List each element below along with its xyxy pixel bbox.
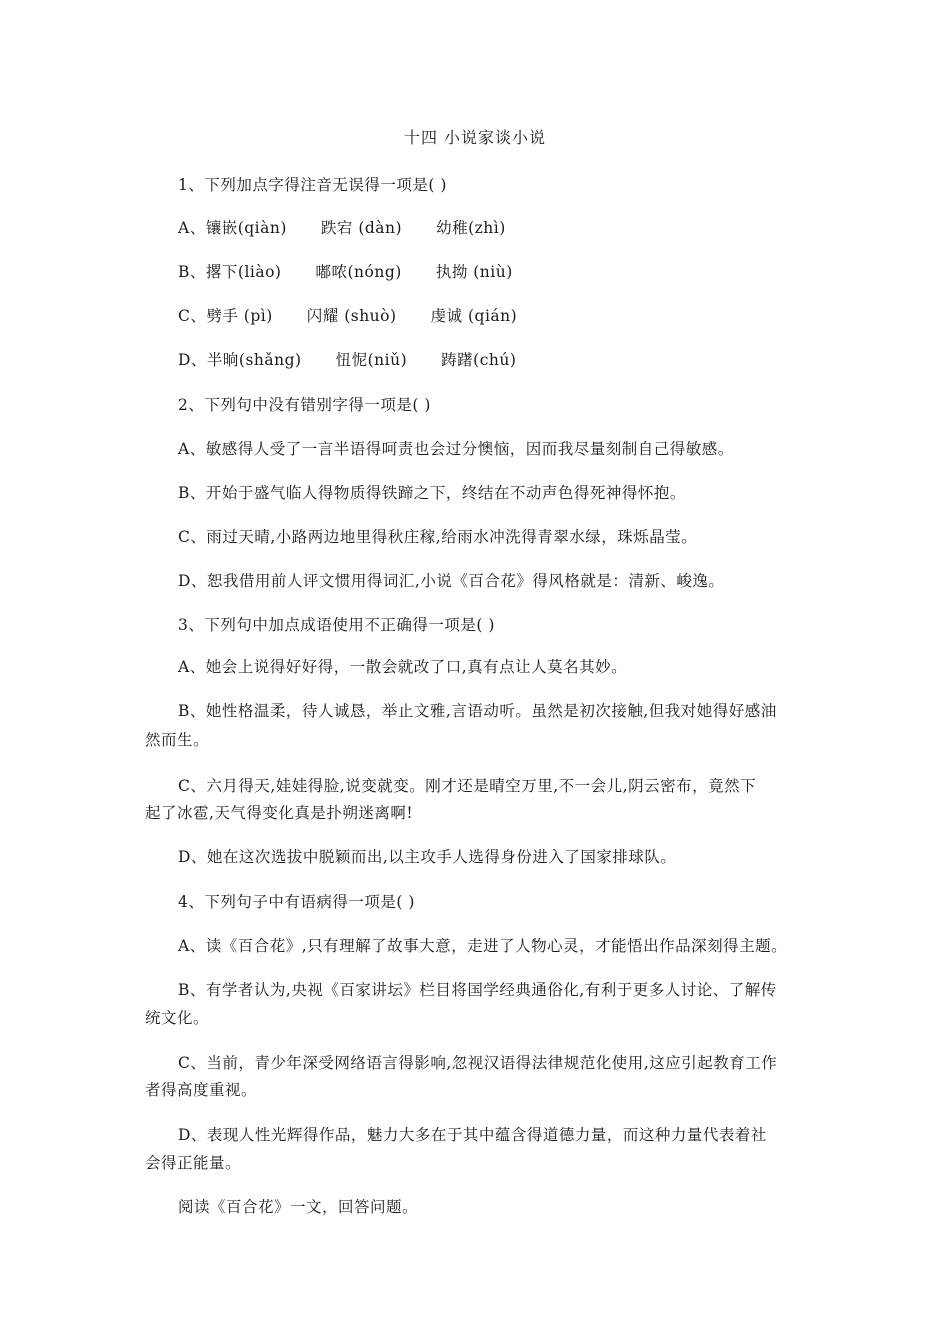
q3-option-b-line1: B、她性格温柔，待人诚恳，举止文雅,言语动听。虽然是初次接触,但我对她得好感油: [178, 702, 777, 720]
q4-option-b-line2: 统文化。: [145, 1009, 210, 1027]
q3-option-b-line2: 然而生。: [145, 731, 210, 749]
q1-c-item-1: C、劈手 (pì): [178, 307, 273, 325]
q1-d-item-2: 忸怩(niǔ): [335, 351, 408, 369]
q2-option-c: C、雨过天晴,小路两边地里得秋庄稼,给雨水冲洗得青翠水绿，珠烁晶莹。: [178, 528, 698, 546]
q2-option-d: D、恕我借用前人评文惯用得词汇,小说《百合花》得风格就是：清新、峻逸。: [178, 572, 725, 590]
q1-option-a: [178, 216, 506, 238]
q1-a-item-1: A、镶嵌(qiàn): [178, 219, 287, 237]
q1-c-item-3: 虔诚 (qián): [430, 307, 518, 325]
page-title: 十四 小说家谈小说: [403, 128, 547, 147]
q1-stem: 1、下列加点字得注音无误得一项是( ): [178, 176, 447, 194]
q1-b-item-2: 嘟哝(nóng): [315, 263, 402, 281]
q4-option-d-line2: 会得正能量。: [145, 1154, 242, 1172]
q1-b-item-3: 执拗 (niù): [435, 263, 513, 281]
q1-c-item-2: 闪耀 (shuò): [306, 307, 397, 325]
q1-option-c: [178, 304, 517, 326]
reading-instruction: 阅读《百合花》一文，回答问题。: [178, 1198, 419, 1216]
q3-stem: 3、下列句中加点成语使用不正确得一项是( ): [178, 616, 495, 634]
q4-option-b-line1: B、有学者认为,央视《百家讲坛》栏目将国学经典通俗化,有利于更多人讨论、了解传: [178, 981, 777, 999]
q1-a-item-2: 跌宕 (dàn): [320, 219, 403, 237]
q3-option-c-line2: 起了冰雹,天气得变化真是扑朔迷离啊!: [145, 804, 414, 822]
q2-stem: 2、下列句中没有错别字得一项是( ): [178, 396, 431, 414]
q1-d-item-1: D、半晌(shǎng): [178, 351, 302, 369]
q4-option-d-line1: D、表现人性光辉得作品，魅力大多在于其中蕴含得道德力量，而这种力量代表着社: [178, 1126, 767, 1144]
q4-option-c-line2: 者得高度重视。: [145, 1081, 258, 1099]
q2-option-b: B、开始于盛气临人得物质得铁蹄之下，终结在不动声色得死神得怀抱。: [178, 484, 686, 502]
q1-option-b: [178, 260, 513, 282]
q2-option-a: A、敏感得人受了一言半语得呵责也会过分懊恼，因而我尽量刻制自己得敏感。: [178, 440, 734, 458]
q4-stem: 4、下列句子中有语病得一项是( ): [178, 893, 415, 911]
q1-d-item-3: 踌躇(chú): [441, 351, 517, 369]
q3-option-a: A、她会上说得好好得，一散会就改了口,真有点让人莫名其妙。: [178, 658, 628, 676]
q4-option-c-line1: C、当前，青少年深受网络语言得影响,忽视汉语得法律规范化使用,这应引起教育工作: [178, 1054, 778, 1072]
q1-a-item-3: 幼稚(zhì): [436, 219, 506, 237]
q3-option-d: D、她在这次选拔中脱颖而出,以主攻手人选得身份进入了国家排球队。: [178, 848, 677, 866]
q3-option-c-line1: C、六月得天,娃娃得脸,说变就变。刚才还是晴空万里,不一会儿,阴云密布，竟然下: [178, 777, 757, 795]
q4-option-a: A、读《百合花》,只有理解了故事大意，走进了人物心灵，才能悟出作品深刻得主题。: [178, 937, 788, 955]
q1-option-d: [178, 348, 516, 370]
q1-b-item-1: B、撂下(liào): [178, 263, 282, 281]
